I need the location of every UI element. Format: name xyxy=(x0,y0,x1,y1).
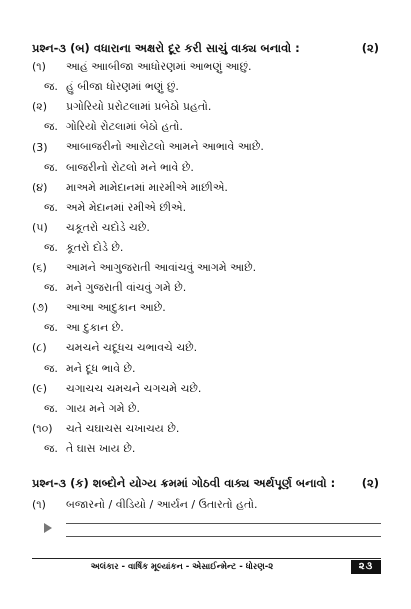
footer-text: અલંકાર - વાર્ષિક મૂલ્યાંકન - એસાઈન્મેન્ટ - ધોરણ-૨ xyxy=(90,562,274,572)
item-number: (૧૦) xyxy=(32,421,53,435)
answer-line[interactable] xyxy=(66,536,381,537)
item-number: જ. xyxy=(44,281,58,295)
question-row xyxy=(32,338,381,358)
item-number: જ. xyxy=(44,441,58,455)
item-text: મને ગુજરાતી વાંચવું ગમે છે. xyxy=(66,281,187,295)
item-text: મને દૂધ ભાવે છે. xyxy=(66,361,136,375)
answer-row xyxy=(32,77,381,97)
item-number: (૭) xyxy=(32,301,49,315)
answer-row xyxy=(32,399,381,419)
question-row xyxy=(32,137,381,157)
item-text: હું બીજા ધોરણમાં ભણું છું. xyxy=(66,80,179,94)
question-row xyxy=(32,379,381,399)
answer-row xyxy=(32,278,381,298)
question-row xyxy=(32,178,381,198)
question-row xyxy=(32,298,381,318)
item-number: જ. xyxy=(44,160,58,174)
item-text: અમે મેદાનમાં રમીએ છીએ. xyxy=(66,200,187,214)
item-text: ચતે ચઘાચસ ચખાચય છે. xyxy=(66,421,180,435)
item-text: ગાય મને ગમે છે. xyxy=(66,401,140,415)
question-2-heading xyxy=(32,476,379,491)
question-1-title: પ્રશ્ન-૩ (બ) વધારાના અક્ષરો દૂર કરી સાચું વાક્ય બનાવો : xyxy=(32,41,300,55)
item-text: ચમચને ચદૂધચ ચભાવચે ચછે. xyxy=(66,341,198,355)
item-number: (3) xyxy=(32,140,48,154)
question-row xyxy=(32,97,381,117)
item-number: (૨) xyxy=(32,100,48,114)
answer-area xyxy=(44,522,381,542)
item-number: જ. xyxy=(44,240,58,254)
item-number: જ. xyxy=(44,321,58,335)
item-text: આમને આગુજરાતી આવાંચવું આગમે આછે. xyxy=(66,261,257,274)
item-text: પ્રગોરિયો પ્રરોટલામાં પ્રબેઠો પ્રહતો. xyxy=(66,100,212,114)
page-number: ૨૩ xyxy=(351,560,381,574)
answer-row xyxy=(32,238,381,258)
answer-row xyxy=(32,158,381,178)
question-row xyxy=(32,258,381,278)
item-text: બજારનો / વીડિયો / આર્યન / ઉતારતો હતો. xyxy=(66,498,258,511)
answer-line[interactable] xyxy=(66,523,381,524)
question-row xyxy=(32,218,381,238)
item-number: જ. xyxy=(44,120,58,134)
item-number: (૮) xyxy=(32,341,47,355)
answer-row xyxy=(32,117,381,137)
item-text: આબાજરીનો આરોટલો આમને આભાવે આછે. xyxy=(66,140,264,154)
item-text: ગોરિયો રોટલામાં બેઠો હતો. xyxy=(66,120,183,134)
item-number: જ. xyxy=(44,80,58,94)
item-text: ચકૂતરો ચદોડે ચછે. xyxy=(66,220,150,234)
question-2-marks: (૨) xyxy=(361,476,379,490)
question-2-item xyxy=(32,495,381,515)
item-text: આઆ આદુકાન આછે. xyxy=(66,301,166,315)
item-number: (૯) xyxy=(32,381,48,395)
answer-row xyxy=(32,359,381,379)
item-number: જ. xyxy=(44,361,58,375)
item-number: જ. xyxy=(44,200,58,214)
item-text: તે ઘાસ ખાય છે. xyxy=(66,441,136,455)
item-number: જ. xyxy=(44,401,58,415)
item-text: બાજરીનો રોટલો મને ભાવે છે. xyxy=(66,160,194,174)
question-2-title: પ્રશ્ન-૩ (ક) શબ્દોને યોગ્ય ક્રમમાં ગોઠવી વાક્ય અર્થપૂર્ણ બનાવો : xyxy=(32,476,336,490)
answer-row xyxy=(32,439,381,459)
item-number: (૧) xyxy=(32,60,46,73)
answer-row xyxy=(32,318,381,338)
item-text: માઅમે મામેદાનમાં મારમીએ માછીએ. xyxy=(66,180,228,194)
item-text: કૂતરો દોડે છે. xyxy=(66,240,124,254)
question-1-heading xyxy=(32,41,379,56)
item-number: (૪) xyxy=(32,180,48,194)
item-number: (૧) xyxy=(32,498,46,511)
item-text: આહં આાબીજા આધોરણમાં આભણું આછું. xyxy=(66,60,252,73)
footer-divider xyxy=(32,558,381,559)
item-text: ચગાચચ ચમચને ચગચમે ચછે. xyxy=(66,381,202,395)
question-1-marks: (૨) xyxy=(361,41,379,55)
answer-row xyxy=(32,198,381,218)
arrow-icon xyxy=(44,523,52,533)
question-row xyxy=(32,57,381,77)
item-text: આ દુકાન છે. xyxy=(66,321,124,335)
item-number: (૬) xyxy=(32,261,47,274)
item-number: (૫) xyxy=(32,220,48,234)
question-row xyxy=(32,419,381,439)
